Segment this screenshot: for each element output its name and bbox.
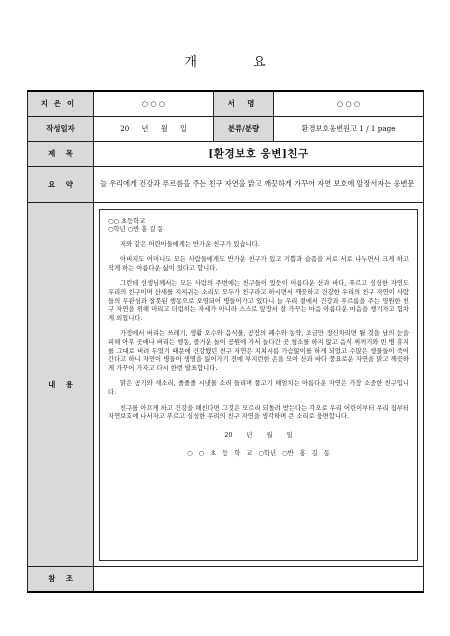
content-paragraph: 친구를 아프게 하고 건강을 해친다면 그것은 모르리 되돌려 받는다는 각오로 우리 어린이부터 우리 집부터 자연보호에 나서자고 푸르고 싱싱한 우리의 친구 자연을 생각하며 큰 소리로 웅변합니다. — [108, 404, 409, 421]
value-name: ○ ○ ○ — [274, 91, 424, 116]
label-category: 분류/분량 — [214, 116, 274, 141]
date-line: 20 년 월 일 — [224, 431, 293, 439]
label-reference: 참 조 — [28, 566, 94, 592]
content-header — [108, 218, 409, 235]
content-paragraph: 그런데 선생님께서는 모든 사람의 주변에는 친구들이 있듯이 아름다운 산과 바다, 푸르고 싱싱한 자연도 우리의 친구이며 산새를 지저귀는 소리도 모두가 친구라고 하시면서 깨끗하고 건강한 우리의 친구 자연이 사람들의 무관심과 잘못된 행동으로 오염되어 병들어가고 있다니 늘 우리 곁에서 건강과 푸르름을 주는 영원한 친구 자연을 위해 머리고 더럽히는 자세가 아니라 스스로 앞장서 잘 가꾸는 마음 아름다운 마음을 챙기자고 힘차게 외칩니다. — [108, 280, 409, 322]
value-submitter: ○ ○ ○ — [94, 91, 214, 116]
summary-form-table — [27, 90, 424, 593]
label-name: 서 명 — [214, 91, 274, 116]
content-cell — [94, 202, 424, 566]
value-category: 환경보호웅변원고 1 / 1 page — [274, 116, 424, 141]
value-subject: [환경보호 웅변]친구 — [94, 141, 424, 166]
label-submitter: 지은이 — [28, 91, 94, 116]
content-box — [99, 209, 418, 561]
content-paragraph: 아버지도 어머니도 모든 사람들에게도 반가운 친구가 있고 기쁨과 슬픔을 서로 서로 나누면서 크게 하고 작게 하는 아름다운 삶이 있다고 합니다. — [108, 256, 409, 272]
value-summary: 늘 우리에게 건강과 푸르름을 주는 친구 자연을 맑고 깨끗하게 가꾸어 자연 보호에 앞장서자는 웅변문 — [94, 166, 424, 202]
value-reference — [94, 566, 424, 592]
school-name: ○○ 초등학교 — [108, 217, 146, 225]
content-paragraph: 맑은 공기와 새소리, 졸졸졸 시냇물 소리 들리며 풀고기 헤엄치는 아름다운 자연은 가장 소중한 친구입니다. — [108, 380, 409, 396]
student-name: ○학년 ○반 홍 길 동 — [108, 226, 164, 234]
label-subject: 제 목 — [28, 141, 94, 166]
label-summary: 요 약 — [28, 166, 94, 202]
document-title: 개 요 — [184, 55, 292, 70]
signature-line: ○ ○ 초 등 학 교 ○학년 ○반 홍 길 동 — [187, 450, 330, 458]
label-content: 내 용 — [28, 202, 94, 566]
value-date: 20 년 월 일 — [94, 116, 214, 141]
content-paragraph: 저와 같은 어린이들에게는 반가운 친구가 있습니다. — [120, 240, 260, 248]
label-date: 작성일자 — [28, 116, 94, 141]
content-paragraph: 가정에서 버리는 쓰레기, 생활 오수와 음식물, 공장의 폐수와 농약, 조금만 정신차리면 될 것을 남의 눈을 피해 아무 곳에나 버리는 행동, 즐거운 놀이 공원에 가서 놀다간 곳 청소를 하지 않고 음식 찌꺼기와 빈 병 휴지를 그대로 버려 두었기 때문에 건강했던 친구 자연은 지쳐시름 가슴앓이를 하게 되었고 수많은 생물들이 죽어간다고 하니 자연이 병들어 생명을 잃어가기 전에 부지런한 손을 모아 산과 바다 풍요로운 자연을 맑고 깨끗하게 가꾸어 가자고 다시 한번 발표합니다. — [108, 330, 409, 372]
